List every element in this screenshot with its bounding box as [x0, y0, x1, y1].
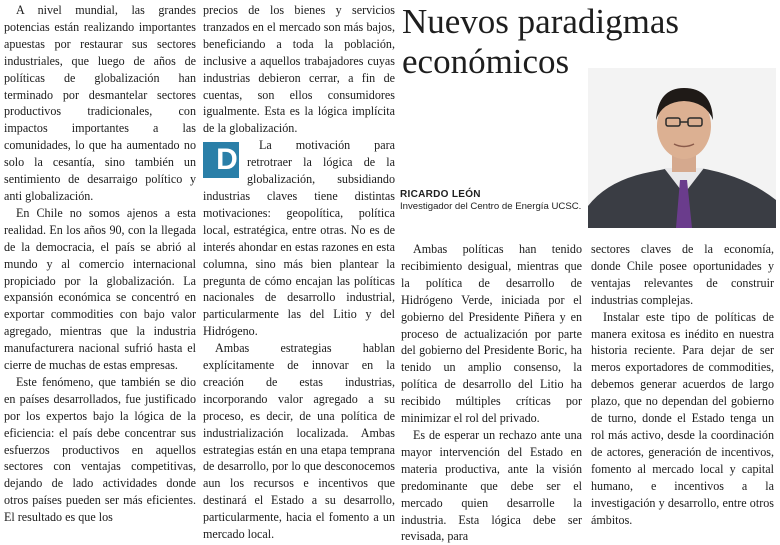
paragraph [203, 137, 395, 340]
article-column-4 [591, 241, 774, 527]
article-column-2 [203, 2, 395, 542]
author-name: RICARDO LEÓN [400, 189, 481, 200]
paragraph: Este fenómeno, que también se dio en países desarrollados, fue justificado por los expertos bajo la lógica de la eficiencia: el país debe concentrar sus esfuerzos productivos en aquellos sectores con ventajas competitivas, dejando de lado actividades donde otros países pueden ser más eficientes. El resultado es que los [4, 374, 196, 525]
paragraph: Instalar este tipo de políticas de manera exitosa es inédito en nuestra historia reciente. Para dejar de ser meros exportadores de commodities, debemos generar acuerdos de largo plazo, que no dependan del gobierno de turno, donde el Estado tenga un rol más activo, desde la coordinación de actores, generación de incentivos, fomento al mercado local y capital humano, e incentivos a la investigación y desarrollo, entre otros ámbitos. [591, 309, 774, 527]
paragraph: Es de esperar un rechazo ante una mayor intervención del Estado en materia productiva, ante la visión predominante que debe ser el mercado quien desarrolle la industria. Esta lógica debe ser revisada, para [401, 427, 582, 544]
paragraph: Ambas estrategias hablan explícitamente de innovar en la creación de estas industrias, incorporando valor agregado a su proceso, es decir, de una política de industrialización localizada. Ambas estrategias están en una etapa temprana de desarrollo, por lo que desconocemos aun los recursos e incentivos que destinará el Estado a su desarrollo, particularmente, hacia el fomento a un mercado local. [203, 341, 395, 542]
paragraph: Ambas políticas han tenido recibimiento desigual, mientras que la política de desarrollo de Hidrógeno Verde, iniciada por el gobierno del Presidente Piñera y en proceso de actualización por parte del gobierno del Presidente Boric, ha tenido un amplio consenso, la política de desarrollo del Litio ha recibido múltiples críticas por minimizar el rol del privado. [401, 242, 582, 426]
article-column-3 [401, 241, 582, 544]
article-column-1 [4, 2, 196, 525]
headline: Nuevos paradigmas económicos [402, 2, 680, 81]
paragraph: En Chile no somos ajenos a esta realidad. En los años 90, con la llegada de la democracia, el país se abrió al mundo y al comercio internacional propiciado por la globalización. La expansión económica se concentró en exportar commodities con bajo valor agregado, mientras que la industria manufacturera nacional sufrió hasta el cierre de muchas de estas empresas. [4, 205, 196, 373]
paragraph: sectores claves de la economía, donde Chile posee oportunidades y ventajas relevantes de construir industrias complejas. [591, 242, 774, 307]
author-portrait-illustration [588, 68, 776, 228]
dropcap-letter: D [203, 142, 239, 178]
paragraph: A nivel mundial, las grandes potencias están realizando importantes apuestas por restaurar sus sectores industriales, que luego de años de políticas de globalización han terminado por desmantelar sectores productivos tradicionales, con impactos importantes a las comunidades, lo que ha aumentado no solo la cesantía, sino también un sentimiento de desarraigo político y anti globalización. [4, 3, 196, 203]
byline [400, 189, 600, 213]
author-photo [588, 68, 776, 228]
paragraph: precios de los bienes y servicios tranzados en el mercado son más bajos, beneficiando a toda la población, inclusive a aquellos trabajadores cuyas industrias debieron cerrar, a fin de cuentas, son ellos consumidores igualmente. Esta es la lógica implícita de la globalización. [203, 3, 395, 136]
paragraph-text: La motivación para retrotraer la lógica de la globalización, subsidiando industrias claves tiene distintas motivaciones: geopolítica, política local, estratégica, entre otras. No es de interés ahondar en estas razones en esta columna, sino más bien plantear la pregunta de cómo encajan las políticas nacionales de desarrollo industrial, particularmente las del Litio y del Hidrógeno. [203, 138, 395, 339]
author-role: Investigador del Centro de Energía UCSC. [400, 201, 582, 212]
